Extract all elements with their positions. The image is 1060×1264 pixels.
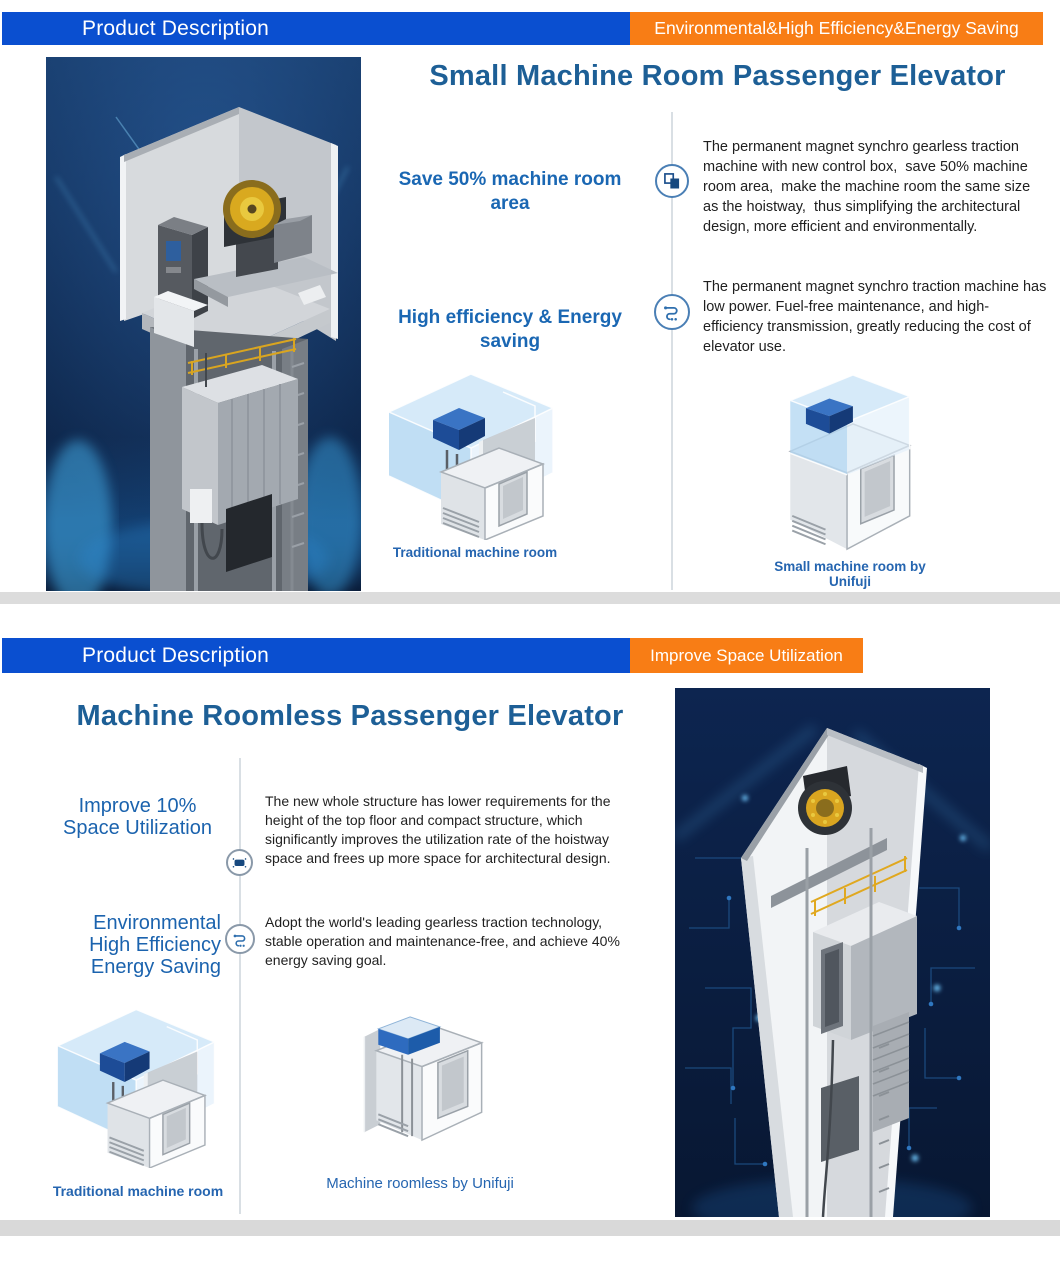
roomless-elevator-photo (675, 688, 990, 1217)
image-caption-machine-roomless: Machine roomless by Unifuji (326, 1175, 514, 1192)
copy-squares-icon (655, 164, 689, 198)
route-icon (654, 294, 690, 330)
section1-header-title: Product Description (82, 16, 270, 40)
section2-title: Machine Roomless Passenger Elevator (76, 700, 624, 732)
section2-header-tag (630, 638, 863, 673)
section1-header-tag (630, 12, 1043, 45)
bottom-separator (0, 1220, 1060, 1236)
section1-title: Small Machine Room Passenger Elevator (429, 60, 1006, 92)
feature-description-space-utilization: The new whole structure has lower requirements for the height of the top floor and compact structure, which significantly improves the utilization rate of the hoistway space and frees up more space for architectural design. (265, 793, 615, 866)
section2-header-title: Product Description (82, 643, 270, 667)
image-caption-traditional: Traditional machine room (392, 545, 558, 560)
section2-header-tag-label: Improve Space Utilization (650, 645, 843, 665)
machine-roomless-illustration (348, 1007, 502, 1162)
section1-header-bar (2, 12, 630, 45)
feature-description-save-area: The permanent magnet synchro gearless traction machine with new control box, save 50% machine room area, make the machine room the same size as the hoistway, thus simplifying the architectural design, more efficient and environmentally. (703, 139, 1035, 235)
route-icon (225, 924, 255, 954)
section2-divider (239, 758, 241, 1214)
section1-header-tag-label: Environmental&High Efficiency&Energy Saving (654, 18, 1019, 38)
image-caption-small-machine-room: Small machine room by Unifuji (774, 559, 926, 589)
machine-room-elevator-photo (46, 57, 361, 591)
feature-label-save-area: Save 50% machine room area (398, 169, 622, 214)
small-machine-room-illustration (760, 373, 938, 557)
feature-label-space-utilization: Improve 10% Space Utilization (63, 795, 212, 839)
feature-label-high-efficiency: High efficiency & Energy saving (398, 307, 622, 352)
feature-description-high-efficiency: The permanent magnet synchro traction machine has low power. Fuel-free maintenance, and high-efficiency transmission, greatly reducing the cost of elevator use. (703, 279, 1051, 355)
space-icon (226, 849, 253, 876)
section-separator (0, 592, 1060, 604)
traditional-machine-room-illustration (383, 362, 567, 540)
image-caption-traditional: Traditional machine room (52, 1183, 224, 1199)
section2-header-bar (2, 638, 630, 673)
feature-label-environmental: Environmental High Efficiency Energy Saving (89, 912, 221, 978)
traditional-machine-room-illustration (52, 998, 228, 1168)
feature-description-environmental: Adopt the world's leading gearless traction technology, stable operation and maintenance-free, and achieve 40% energy saving goal. (265, 914, 624, 968)
